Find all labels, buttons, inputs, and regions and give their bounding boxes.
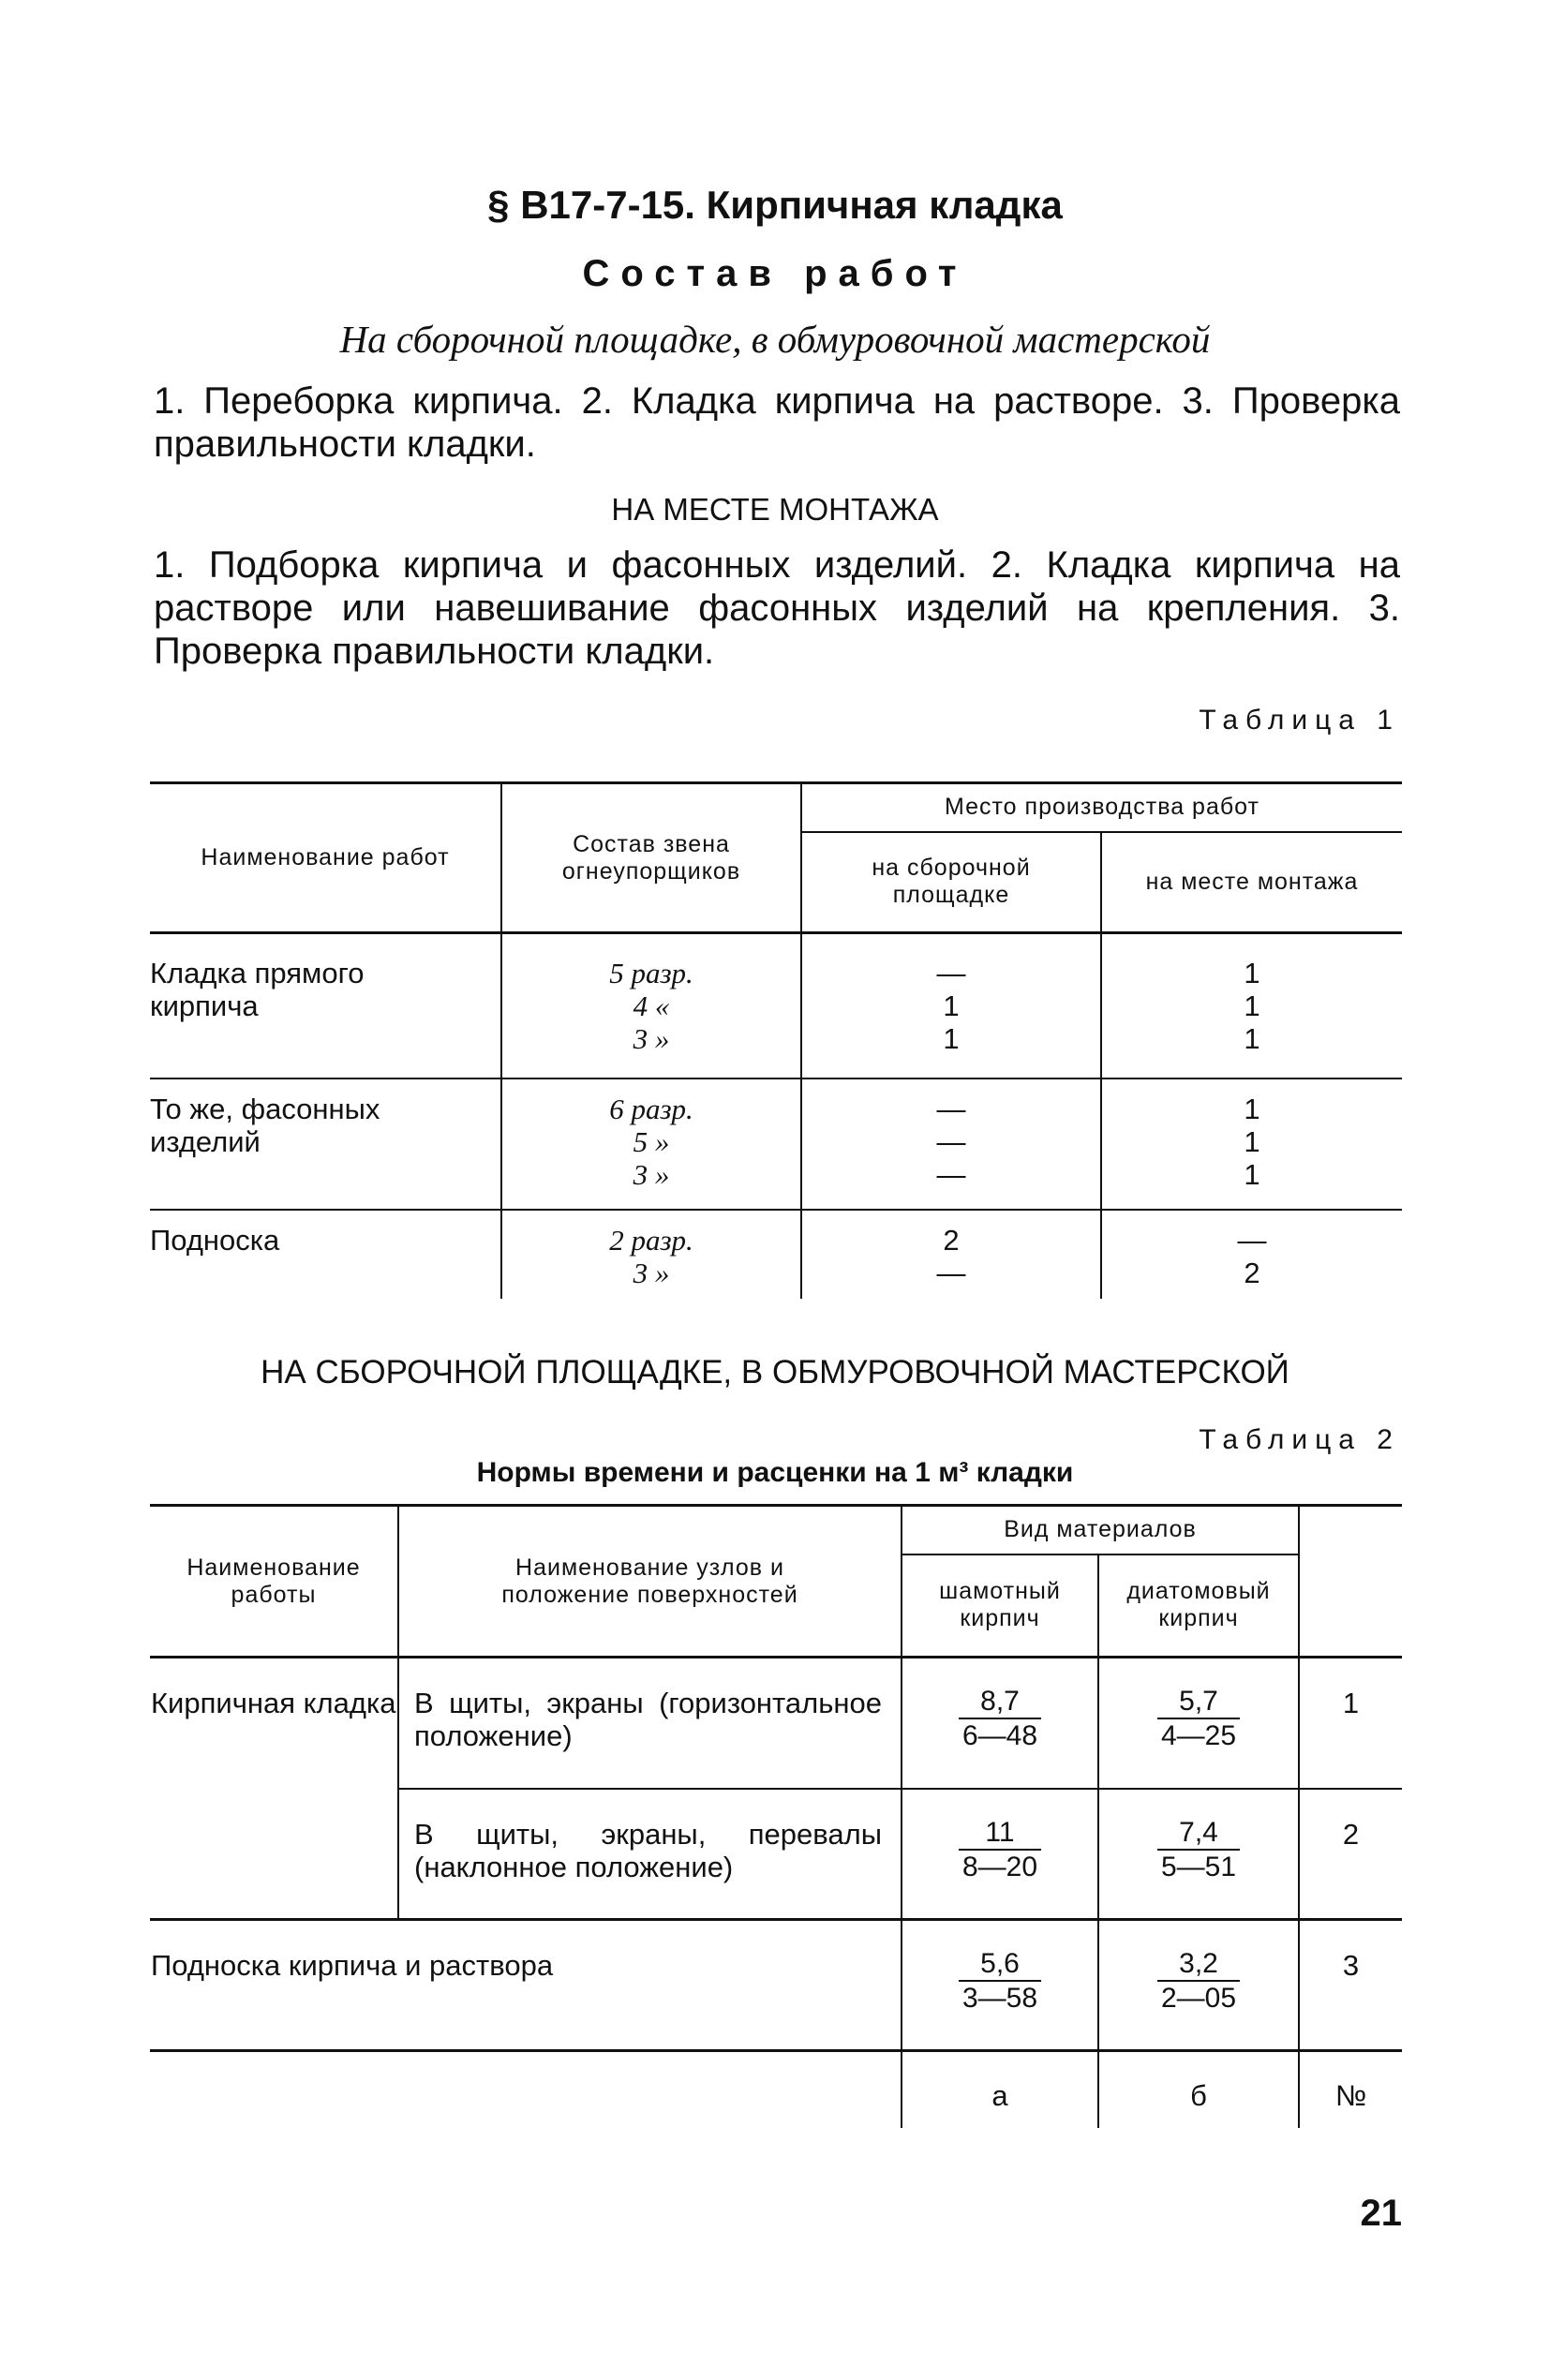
time-norm: 8,7	[959, 1685, 1041, 1719]
row-description: В щиты, экраны, перевалы (наклонное положение)	[398, 1789, 902, 1920]
table2	[150, 1504, 1402, 2128]
page-number: 21	[1360, 2193, 1402, 2234]
site-heading: НА МЕСТЕ МОНТАЖА	[611, 492, 939, 527]
time-norm: 7,4	[1157, 1816, 1240, 1851]
table1-header-crew: Состав звена огнеупорщиков	[501, 783, 801, 933]
table-row	[150, 1920, 1402, 2051]
location-heading: На сборочной площадке, в обмуровочной мастерской	[339, 318, 1211, 361]
count: 2	[943, 1223, 960, 1257]
section-title: § B17-7-15. Кирпичная кладка	[487, 183, 1063, 227]
grade: 6 разр.	[609, 1092, 693, 1125]
count: 1	[1244, 989, 1260, 1022]
table2-header-material: Вид материалов	[902, 1506, 1299, 1554]
row-work-name: То же, фасонных изделий	[150, 1078, 501, 1210]
table1-header-site: на месте монтажа	[1145, 868, 1359, 895]
table2-header-blank	[1299, 1506, 1402, 1658]
time-norm: 11	[959, 1816, 1041, 1851]
rate: 4—25	[1160, 1720, 1237, 1751]
row-number: 3	[1342, 1949, 1360, 1982]
count: 1	[1244, 957, 1260, 989]
norm-fraction	[959, 1947, 1041, 2015]
table1-header-assembly: на сборочной площадке	[801, 832, 1101, 933]
grade: 3 »	[633, 1157, 670, 1191]
table2-caption: Нормы времени и расценки на 1 м³ кладки	[476, 1457, 1074, 1488]
time-norm: 3,2	[1157, 1947, 1240, 1982]
grade: 5 разр.	[609, 957, 693, 989]
norm-fraction	[1157, 1947, 1240, 2015]
count: 2	[1244, 1256, 1260, 1289]
footer-col-b: б	[1098, 2051, 1299, 2128]
time-norm: 5,6	[959, 1947, 1041, 1982]
time-norm: 5,7	[1157, 1685, 1240, 1719]
footer-col-no: №	[1334, 2079, 1367, 2113]
count: 1	[943, 989, 960, 1022]
count: 1	[1244, 1124, 1260, 1158]
table1-label: Таблица 1	[1199, 705, 1400, 736]
rate: 2—05	[1160, 1983, 1237, 2014]
count: 1	[1244, 1092, 1260, 1125]
grade: 3 »	[633, 1022, 670, 1055]
row-work-name: Кирпичная кладка	[150, 1658, 398, 1920]
row-number: 2	[1342, 1817, 1360, 1851]
row-work-name: Подноска кирпича и раствора	[150, 1920, 902, 2051]
norm-fraction	[959, 1816, 1041, 1883]
table2-header-work: Наименование работы	[150, 1506, 398, 1658]
table1	[150, 781, 1402, 1299]
footer-col-a: а	[902, 2051, 1098, 2128]
section2-heading: НА СБОРОЧНОЙ ПЛОЩАДКЕ, В ОБМУРОВОЧНОЙ МАСТЕРСКОЙ	[261, 1354, 1289, 1391]
count: 1	[1244, 1022, 1260, 1055]
count: 1	[1244, 1157, 1260, 1191]
rate: 6—48	[961, 1720, 1038, 1751]
count: —	[936, 957, 966, 989]
table-row	[150, 1658, 1402, 1789]
row-work-name: Подноска	[150, 1210, 501, 1299]
table-row	[150, 1210, 1402, 1299]
table2-header-diatom: диатомовый кирпич	[1098, 1554, 1299, 1658]
count: —	[936, 1124, 966, 1158]
count: —	[936, 1092, 966, 1125]
grade: 4 «	[633, 989, 670, 1022]
table1-header-place: Место производства работ	[801, 783, 1402, 832]
norm-fraction	[1157, 1685, 1240, 1752]
rate: 8—20	[961, 1851, 1038, 1882]
row-description: В щиты, экраны (горизонтальное положение)	[398, 1658, 902, 1789]
count: —	[936, 1256, 966, 1289]
grade: 2 разр.	[609, 1223, 693, 1257]
rate: 5—51	[1160, 1851, 1237, 1882]
norm-fraction	[1157, 1816, 1240, 1883]
table2-header-nodes: Наименование узлов и положение поверхностей	[398, 1506, 902, 1658]
table2-header-chamotte: шамотный кирпич	[902, 1554, 1098, 1658]
work-steps-paragraph-1: 1. Переборка кирпича. 2. Кладка кирпича на растворе. 3. Проверка правильности кладки.	[154, 380, 1400, 465]
count: —	[1237, 1223, 1267, 1257]
table-row	[150, 1078, 1402, 1210]
rate: 3—58	[961, 1983, 1038, 2014]
count: 1	[943, 1022, 960, 1055]
count: —	[936, 1157, 966, 1191]
norm-fraction	[959, 1685, 1041, 1752]
table-footer-row	[150, 2051, 1402, 2128]
grade: 3 »	[633, 1256, 670, 1289]
row-number: 1	[1342, 1687, 1360, 1719]
composition-heading: Состав работ	[582, 253, 968, 294]
grade: 5 »	[633, 1124, 670, 1158]
table-row	[150, 933, 1402, 1078]
table2-label: Таблица 2	[1199, 1424, 1400, 1455]
table1-header-work: Наименование работ	[150, 783, 501, 933]
work-steps-paragraph-2: 1. Подборка кирпича и фасонных изделий. 2. Кладка кирпича на растворе или навешивание фасонных изделий на крепления. 3. Проверка правильности кладки.	[154, 544, 1400, 672]
row-work-name: Кладка прямого кирпича	[150, 933, 501, 1078]
